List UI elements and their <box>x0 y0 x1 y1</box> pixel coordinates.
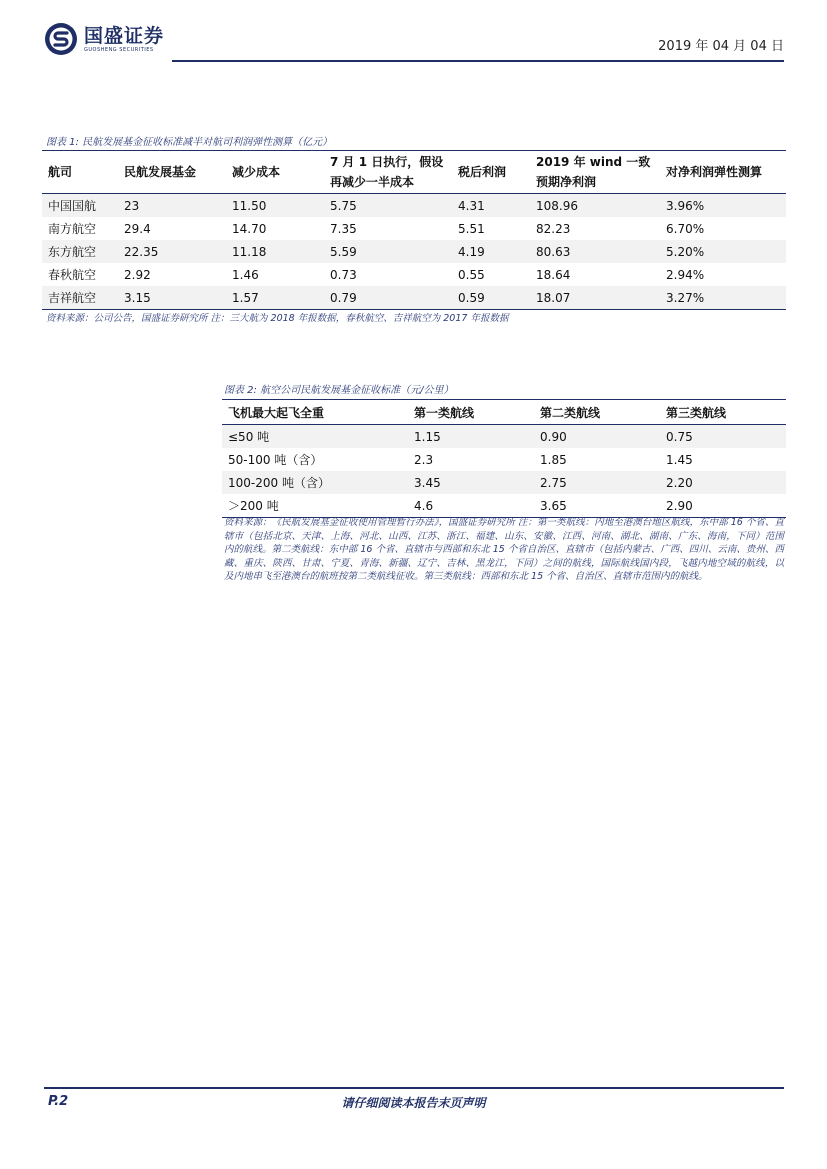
table-row <box>42 263 786 286</box>
cell-consensus-profit: 80.63 <box>530 240 660 263</box>
table2-source-note: 资料来源：《民航发展基金征收使用管理暂行办法》，国盛证券研究所 注：第一类航线：内地至港澳台地区航线，东中部 16 个省、直辖市（包括北京、天津、上海、河北、山西、江苏、浙江、福建、山东、安徽、江西、河南、湖北、湖南、广东、海南，下同）范围内的航线。第二类航线：东中部 16 个省、直辖市与西部和东北 15 个省自治区、直辖市（包括内蒙古、广西、四川、云南、贵州、西藏、重庆、陕西、甘肃、宁夏、青海、新疆、辽宁、吉林、黑龙江，下同）之间的航线，国际航线国内段，飞越内地空域的航线，以及内地串飞至港澳台的航班按第二类航线征收。第三类航线：西部和东北 15 个省、自治区、直辖市范围内的航线。 <box>224 517 784 582</box>
fund-elasticity-table <box>42 150 786 310</box>
cell-weight: ＞200 吨 <box>228 499 279 513</box>
table-header-row <box>222 400 786 425</box>
cell-cost-reduction: 11.50 <box>226 194 324 218</box>
cell-after-tax-profit: 0.55 <box>458 267 485 282</box>
table-row <box>222 425 786 449</box>
col-header-half-cost: 7 月 1 日执行，假设再减少一半成本 <box>324 151 452 194</box>
col-header-after-tax-profit: 税后利润 <box>452 151 530 194</box>
cell-half-cost: 0.73 <box>330 267 357 282</box>
disclaimer-note: 请仔细阅读本报告末页声明 <box>341 1096 486 1110</box>
cell-elasticity: 6.70% <box>666 221 705 236</box>
cell-class-1: 2.3 <box>414 452 434 467</box>
table-row <box>42 286 786 310</box>
cell-airline: 南方航空 <box>48 222 97 236</box>
page-header <box>44 22 784 64</box>
table-row <box>42 240 786 263</box>
cell-after-tax-profit: 5.51 <box>458 221 485 236</box>
cell-half-cost: 5.59 <box>324 240 452 263</box>
table2-caption: 图表 2: 航空公司民航发展基金征收标准（元/公里） <box>224 385 454 396</box>
cell-elasticity: 2.94% <box>666 267 705 282</box>
cell-fund: 23 <box>118 194 226 218</box>
page-number: P.2 <box>48 1094 69 1109</box>
cell-elasticity: 3.96% <box>660 194 786 218</box>
col-header-cost-reduction: 减少成本 <box>226 151 324 194</box>
cell-fund: 29.4 <box>124 221 151 236</box>
cell-elasticity: 3.27% <box>660 286 786 310</box>
cell-class-2: 2.75 <box>534 471 660 494</box>
cell-consensus-profit: 108.96 <box>530 194 660 218</box>
col-header-takeoff-weight: 飞机最大起飞全重 <box>222 400 408 425</box>
cell-half-cost: 5.75 <box>324 194 452 218</box>
table-row <box>42 194 786 218</box>
table1-source-note: 资料来源：公司公告，国盛证券研究所 注：三大航为 2018 年报数据，春秋航空、吉祥航空为 2017 年报数据 <box>46 313 509 324</box>
cell-consensus-profit: 18.64 <box>536 267 571 282</box>
cell-weight: 100-200 吨（含） <box>222 471 408 494</box>
cell-class-3: 0.75 <box>660 425 786 449</box>
brand-name-en: GUOSHENG SECURITIES <box>84 46 154 53</box>
cell-class-2: 0.90 <box>534 425 660 449</box>
cell-airline: 吉祥航空 <box>42 286 118 310</box>
cell-class-1: 3.45 <box>408 471 534 494</box>
cell-cost-reduction: 1.57 <box>226 286 324 310</box>
table1-caption: 图表 1: 民航发展基金征收标准减半对航司利润弹性测算（亿元） <box>46 137 333 148</box>
table-header-row <box>42 151 786 194</box>
cell-class-2: 1.85 <box>540 452 567 467</box>
cell-class-3: 2.90 <box>666 498 693 513</box>
cell-class-2: 3.65 <box>540 498 567 513</box>
cell-class-1: 4.6 <box>414 498 434 513</box>
cell-class-3: 2.20 <box>660 471 786 494</box>
report-date: 2019 年 04 月 04 日 <box>658 39 784 54</box>
col-header-route-class-2: 第二类航线 <box>534 400 660 425</box>
table-row <box>222 448 786 471</box>
cell-class-1: 1.15 <box>408 425 534 449</box>
cell-class-3: 1.45 <box>666 452 693 467</box>
footer-divider <box>44 1087 784 1089</box>
cell-half-cost: 7.35 <box>330 221 357 236</box>
cell-after-tax-profit: 0.59 <box>452 286 530 310</box>
cell-fund: 22.35 <box>118 240 226 263</box>
col-header-elasticity: 对净利润弹性测算 <box>660 151 786 194</box>
cell-cost-reduction: 1.46 <box>232 267 259 282</box>
brand-logo <box>44 22 164 56</box>
cell-airline: 中国国航 <box>42 194 118 218</box>
cell-cost-reduction: 11.18 <box>226 240 324 263</box>
cell-half-cost: 0.79 <box>324 286 452 310</box>
cell-after-tax-profit: 4.31 <box>452 194 530 218</box>
table-row <box>222 471 786 494</box>
cell-elasticity: 5.20% <box>660 240 786 263</box>
col-header-consensus-profit: 2019 年 wind 一致预期净利润 <box>530 151 660 194</box>
table-row <box>42 217 786 240</box>
fund-standard-table <box>222 399 786 518</box>
col-header-fund: 民航发展基金 <box>118 151 226 194</box>
brand-name-cn: 国盛证券 <box>84 24 165 47</box>
col-header-airline: 航司 <box>42 151 118 194</box>
cell-after-tax-profit: 4.19 <box>452 240 530 263</box>
cell-fund: 3.15 <box>118 286 226 310</box>
cell-consensus-profit: 18.07 <box>530 286 660 310</box>
cell-weight: ≤50 吨 <box>222 425 408 449</box>
cell-airline: 春秋航空 <box>48 268 97 282</box>
cell-weight: 50-100 吨（含） <box>228 453 323 467</box>
table-row <box>222 494 786 518</box>
header-divider <box>172 60 784 62</box>
cell-cost-reduction: 14.70 <box>232 221 267 236</box>
cell-fund: 2.92 <box>124 267 151 282</box>
col-header-route-class-1: 第一类航线 <box>408 400 534 425</box>
guosheng-logo-icon <box>44 22 78 56</box>
cell-consensus-profit: 82.23 <box>536 221 571 236</box>
col-header-route-class-3: 第三类航线 <box>660 400 786 425</box>
cell-airline: 东方航空 <box>42 240 118 263</box>
